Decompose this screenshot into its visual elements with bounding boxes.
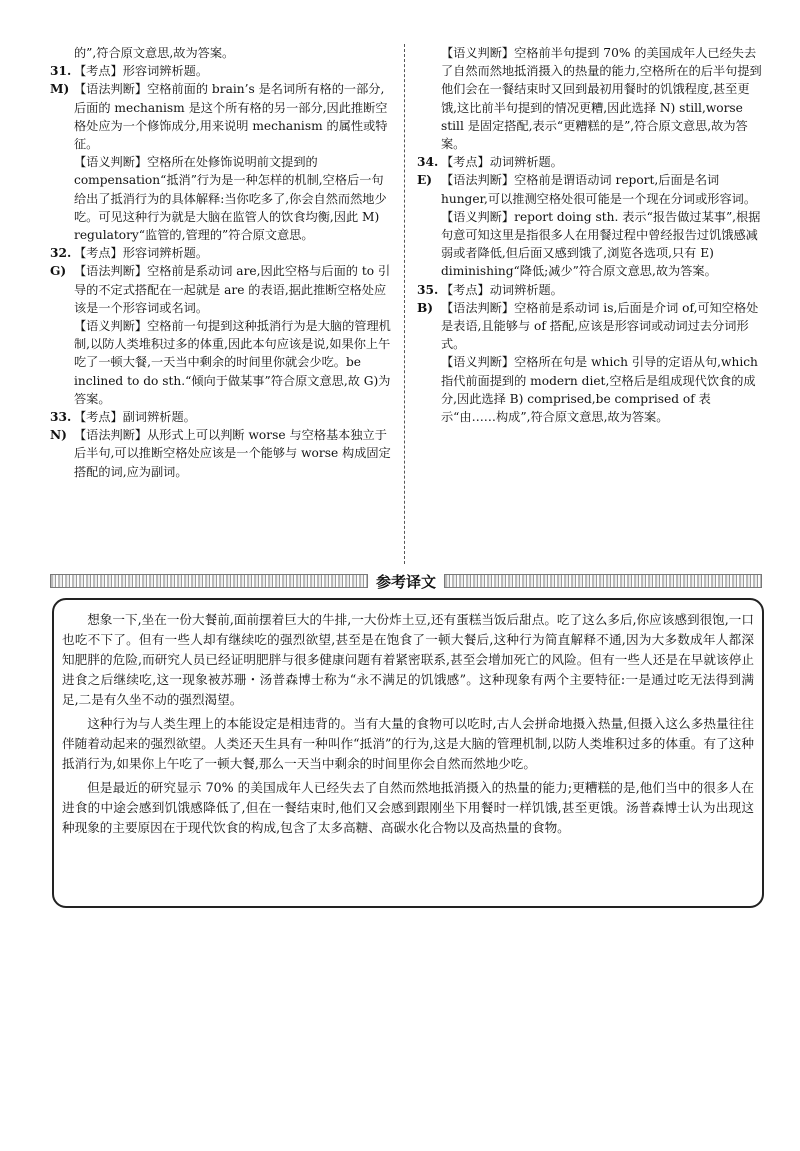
translation-paragraph-3: 但是最近的研究显示 70% 的美国成年人已经失去了自然而然地抵消摄入的热量的能力;更糟糕的是,他们当中的很多人在进食的中途会感到饥饿感降低了,但在一餐结束时,他们又会感到跟刚坐下用餐时一样饥饿,甚至更饿。汤普森博士认为出现这种现象的主要原因在于现代饮食的构成,包含了太多高糖、高碳水化合物以及高热量的食物。 <box>62 780 754 835</box>
q34-grammar: 【语法判断】空格前是谓语动词 report,后面是名词 hunger,可以推测空格处很可能是一个现在分词或形容词。 <box>441 173 757 206</box>
q35-topic: 【考点】动词辨析题。 <box>441 282 563 297</box>
q31-header <box>50 62 395 80</box>
q32-semantic: 【语义判断】空格前一句提到这种抵消行为是大脑的管理机制,以防人类堆积过多的体重,因此本句应该是说,如果你上午吃了一顿大餐,一天当中剩余的时间里你就会少吃。be inclined to do sth.“倾向于做某事”符合原文意思,故 G)为答案。 <box>74 319 391 406</box>
section-title: 参考译文 <box>376 572 437 591</box>
q31-grammar: 【语法判断】空格前面的 brain’s 是名词所有格的一部分,后面的 mechanism 是这个所有格的另一部分,因此推断空格处应为一个修饰成分,用来说明 mechanism 的属性或特征。 <box>74 82 388 152</box>
q33-semantic: 【语义判断】空格前半句提到 70% 的美国成年人已经失去了自然而然地抵消摄入的热量的能力,空格所在的后半句提到他们会在一餐结束时又回到最初用餐时的饥饿程度,甚至更饿,这比前半句提到的情况更糟,因此选择 N) still,worse still 是固定搭配,表示“更糟糕的是”,符合原文意思,故为答案。 <box>441 46 762 152</box>
q35-number: 35. <box>417 282 439 297</box>
q34-semantic: 【语义判断】report doing sth. 表示“报告做过某事”,根据句意可知这里是指很多人在用餐过程中曾经报告过饥饿感减弱或者降低,但后面又感到饿了,浏览各选项,只有 E) diminishing“降低;减少”符合原文意思,故为答案。 <box>441 209 761 279</box>
q35-header <box>417 281 762 299</box>
q33-number: 33. <box>50 410 72 425</box>
q32-number: 32. <box>50 246 72 261</box>
q35-grammar-block <box>417 299 762 354</box>
q33-answer: N) <box>50 428 67 443</box>
banner-decoration-right <box>444 574 762 588</box>
q33-grammar-block <box>50 426 395 481</box>
q35-grammar: 【语法判断】空格前是系动词 is,后面是介词 of,可知空格处是表语,且能够与 of 搭配,应该是形容词或动词过去分词形式。 <box>441 300 759 352</box>
translation-paragraph-2: 这种行为与人类生理上的本能设定是相违背的。当有大量的食物可以吃时,古人会拼命地摄入热量,但摄入这么多热量往往伴随着动起来的强烈欲望。人类还天生具有一种叫作“抵消”的行为,这是大脑的管理机制,以防人类堆积过多的体重。有了这种抵消行为,如果你上午吃了一顿大餐,那么一天当中剩余的时间里你会自然而然地少吃。 <box>62 716 754 771</box>
left-column <box>50 44 395 481</box>
q31-topic: 【考点】形容词辨析题。 <box>74 64 209 79</box>
q33-grammar: 【语法判断】从形式上可以判断 worse 与空格基本独立于后半句,可以推断空格处应该是一个能够与 worse 构成固定搭配的词,应为副词。 <box>74 428 391 479</box>
q31-answer: M) <box>50 82 70 97</box>
q32-answer: G) <box>50 264 67 279</box>
q31-number: 31. <box>50 64 72 79</box>
banner-decoration-left <box>50 574 368 588</box>
q31-grammar-block <box>50 80 395 153</box>
q33-header <box>50 408 395 426</box>
intro-line: 的”,符合原文意思,故为答案。 <box>74 46 235 60</box>
q34-topic: 【考点】动词辨析题。 <box>441 155 563 170</box>
q34-answer: E) <box>417 173 433 188</box>
q34-grammar-block <box>417 171 762 207</box>
q34-header <box>417 153 762 171</box>
q35-semantic: 【语义判断】空格所在句是 which 引导的定语从句,which 指代前面提到的 modern diet,空格后是组成现代饮食的成分,因此选择 B) comprised,be comprised of 表示“由……构成”,符合原文意思,故为答案。 <box>441 355 758 425</box>
translation-box <box>52 598 764 908</box>
column-divider <box>404 44 406 564</box>
translation-paragraph-1: 想象一下,坐在一份大餐前,面前摆着巨大的牛排,一大份炸土豆,还有蛋糕当饭后甜点。吃了这么多后,你应该感到很饱,一口也吃不下了。但有一些人却有继续吃的强烈欲望,甚至是在饱食了一顿大餐后,这种行为简直解释不通,因为大多数成年人都深知肥胖的危险,而研究人员已经证明肥胖与很多健康问题有着紧密联系,甚至会增加死亡的风险。但有一些人还是在早就该停止进食之后继续吃,这一现象被苏珊・汤普森博士称为“永不满足的饥饿感”。这种现象有两个主要特征:一是通过吃无法得到满足,二是有久坐不动的强烈渴望。 <box>62 612 754 707</box>
q32-grammar: 【语法判断】空格前是系动词 are,因此空格与后面的 to 引导的不定式搭配在一起就是 are 的表语,据此推断空格处应该是一个形容词或名词。 <box>74 264 391 315</box>
q33-topic: 【考点】副词辨析题。 <box>74 410 196 425</box>
section-banner <box>50 570 762 592</box>
q32-topic: 【考点】形容词辨析题。 <box>74 246 209 261</box>
right-column <box>417 44 762 426</box>
q34-number: 34. <box>417 155 439 170</box>
q32-grammar-block <box>50 262 395 317</box>
q31-semantic: 【语义判断】空格所在处修饰说明前文提到的 compensation“抵消”行为是一种怎样的机制,空格后一句给出了抵消行为的具体解释:当你吃多了,你会自然而然地少吃。可见这种行为就是大脑在监管人的饮食均衡,因此 M) regulatory“监管的,管理的”符合原文意思。 <box>74 155 387 243</box>
q32-header <box>50 244 395 262</box>
q35-answer: B) <box>417 300 434 315</box>
